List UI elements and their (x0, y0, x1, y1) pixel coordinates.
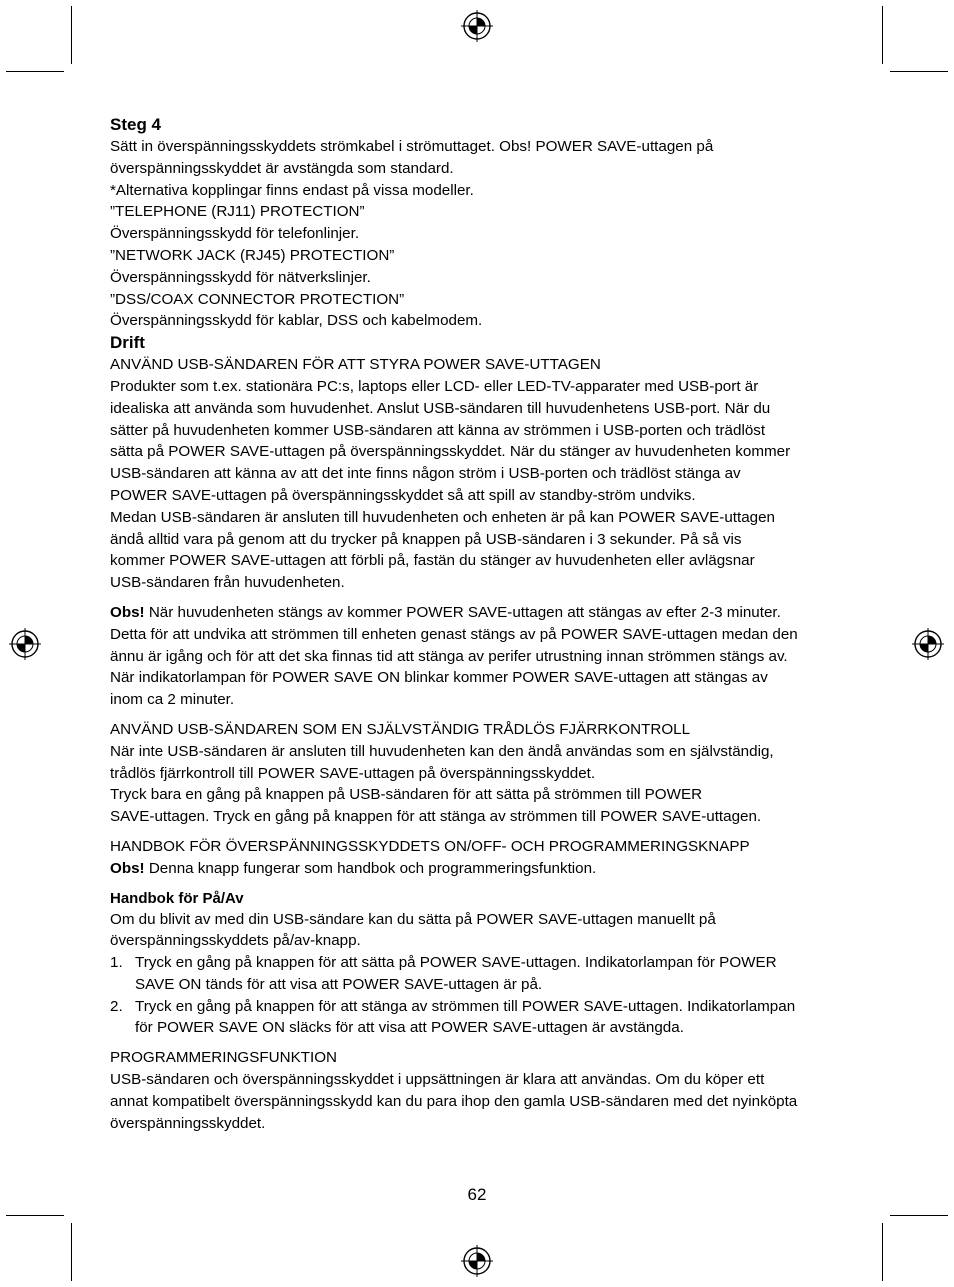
steg-4-line: ”NETWORK JACK (RJ45) PROTECTION” (110, 246, 395, 264)
crop-mark-icon (6, 71, 64, 72)
crop-mark-icon (882, 1223, 883, 1281)
page-content (110, 114, 850, 1134)
obs-note-line: När indikatorlampan för POWER SAVE ON blinkar kommer POWER SAVE-uttagen att stängas av (110, 669, 768, 687)
step-line: för POWER SAVE ON släcks för att visa att POWER SAVE-uttagen är avstängda. (135, 1019, 684, 1037)
programming-line: annat kompatibelt överspänningsskydd kan du para ihop den gamla USB-sändaren med det nyinköpta (110, 1092, 798, 1110)
remote-line: SAVE-uttagen. Tryck en gång på knappen för att stänga av strömmen till POWER SAVE-uttagen. (110, 808, 762, 826)
handbook-obs-line (110, 858, 850, 880)
manual-block (110, 888, 850, 1040)
handbook-block (110, 836, 850, 880)
crop-mark-icon (890, 71, 948, 72)
remote-title: ANVÄND USB-SÄNDAREN SOM EN SJÄLVSTÄNDIG TRÅDLÖS FJÄRRKONTROLL (110, 720, 691, 738)
step-line: Tryck en gång på knappen för att sätta på POWER SAVE-uttagen. Indikatorlampan för POWER (135, 954, 777, 972)
usb-control-line: sätta på POWER SAVE-uttagen på överspänningsskyddet. När du stänger av huvudenheten kommer (110, 443, 791, 461)
step-text (135, 996, 850, 1040)
usb-control-line: USB-sändaren att känna av att det inte finns någon ström i USB-porten och trädlöst stänga av (110, 465, 741, 483)
steg-4-heading: Steg 4 (110, 115, 162, 134)
registration-target-icon (460, 9, 494, 43)
drift-heading: Drift (110, 333, 145, 353)
section-drift (110, 332, 850, 1134)
usb-control-line: kommer POWER SAVE-uttagen att förbli på, fastän du stänger av huvudenheten eller avlägsnar (110, 552, 755, 570)
steg-4-line: Överspänningsskydd för nätverkslinjer. (110, 268, 371, 286)
crop-mark-icon (6, 1215, 64, 1216)
steg-4-line: Sätt in överspänningsskyddets strömkabel i strömuttaget. Obs! POWER SAVE-uttagen på (110, 138, 714, 155)
obs-note-block (110, 602, 850, 711)
remote-block (110, 719, 850, 828)
remote-line: Tryck bara en gång på knappen på USB-sändaren för att sätta på strömmen till POWER (110, 786, 703, 804)
page-number: 62 (467, 1185, 487, 1204)
obs-note-text: När huvudenheten stängs av kommer POWER SAVE-uttagen att stängas av efter 2-3 minuter. (144, 603, 781, 621)
usb-control-line: idealiska att använda som huvudenhet. Anslut USB-sändaren till huvudenhetens USB-port. När du (110, 399, 771, 417)
obs-note-line: inom ca 2 minuter. (110, 691, 235, 709)
handbook-title: HANDBOK FÖR ÖVERSPÄNNINGSSKYDDETS ON/OFF- OCH PROGRAMMERINGSKNAPP (110, 837, 750, 855)
obs-label: Obs! (110, 859, 145, 877)
registration-target-icon (460, 1244, 494, 1278)
crop-mark-icon (882, 6, 883, 64)
list-item (110, 952, 850, 996)
obs-note-line: Detta för att undvika att strömmen till enheten genast stängs av på POWER SAVE-uttagen medan den (110, 625, 798, 643)
steg-4-line: *Alternativa kopplingar finns endast på vissa modeller. (110, 181, 474, 199)
step-number: 1. (110, 954, 123, 972)
registration-target-icon (911, 627, 945, 661)
step-text (135, 952, 850, 996)
steg-4-line: ”DSS/COAX CONNECTOR PROTECTION” (110, 290, 405, 308)
programming-line: USB-sändaren och överspänningsskyddet i uppsättningen är klara att användas. Om du köper ett (110, 1071, 765, 1089)
usb-control-title: ANVÄND USB-SÄNDAREN FÖR ATT STYRA POWER SAVE-UTTAGEN (110, 356, 601, 374)
manual-steps (110, 952, 850, 1039)
crop-mark-icon (890, 1215, 948, 1216)
manual-line: Om du blivit av med din USB-sändare kan du sätta på POWER SAVE-uttagen manuellt på (110, 910, 716, 928)
manual-line: överspänningsskyddets på/av-knapp. (110, 932, 361, 950)
obs-label: Obs! (110, 603, 145, 621)
manual-subheading: Handbok för På/Av (110, 889, 244, 907)
step-line: Tryck en gång på knappen för att stänga av strömmen till POWER SAVE-uttagen. Indikatorlampan (135, 997, 796, 1015)
usb-control-line: USB-sändaren från huvudenheten. (110, 574, 345, 592)
steg-4-line: överspänningsskyddet är avstängda som standard. (110, 159, 454, 177)
usb-control-line: Produkter som t.ex. stationära PC:s, laptops eller LCD- eller LED-TV-apparater med USB-port är (110, 377, 759, 395)
handbook-obs-text: Denna knapp fungerar som handbok och programmeringsfunktion. (144, 859, 597, 877)
remote-line: När inte USB-sändaren är ansluten till huvudenheten kan den ändå användas som en självständig, (110, 742, 774, 760)
usb-control-line: POWER SAVE-uttagen på överspänningsskyddet så att spill av standby-ström undviks. (110, 486, 696, 504)
programming-block (110, 1047, 850, 1134)
programming-line: överspänningsskyddet. (110, 1114, 266, 1132)
steg-4-line: ”TELEPHONE (RJ11) PROTECTION” (110, 203, 365, 221)
registration-target-icon (8, 627, 42, 661)
section-steg-4 (110, 114, 850, 332)
usb-control-line: ändå alltid vara på genom att du trycker på knappen på USB-sändaren i 3 sekunder. På så vis (110, 530, 742, 548)
usb-control-line: sätter på huvudenheten kommer USB-sändaren att känna av strömmen i USB-porten och trädlöst (110, 421, 766, 439)
crop-mark-icon (71, 1223, 72, 1281)
obs-note-line: ännu är igång och för att det ska finnas tid att stänga av perifer utrustning innan strömmen stängs av. (110, 647, 788, 665)
list-item (110, 996, 850, 1040)
obs-note-first-line (110, 602, 850, 624)
usb-control-line: Medan USB-sändaren är ansluten till huvudenheten och enheten är på kan POWER SAVE-uttagen (110, 508, 776, 526)
steg-4-line: Överspänningsskydd för telefonlinjer. (110, 225, 360, 243)
step-line: SAVE ON tänds för att visa att POWER SAVE-uttagen är på. (135, 975, 543, 993)
steg-4-line: Överspänningsskydd för kablar, DSS och kabelmodem. (110, 312, 483, 330)
step-number: 2. (110, 997, 123, 1015)
programming-title: PROGRAMMERINGSFUNKTION (110, 1049, 337, 1067)
usb-control-block (110, 354, 850, 594)
crop-mark-icon (71, 6, 72, 64)
remote-line: trådlös fjärrkontroll till POWER SAVE-uttagen på överspänningsskyddet. (110, 764, 596, 782)
